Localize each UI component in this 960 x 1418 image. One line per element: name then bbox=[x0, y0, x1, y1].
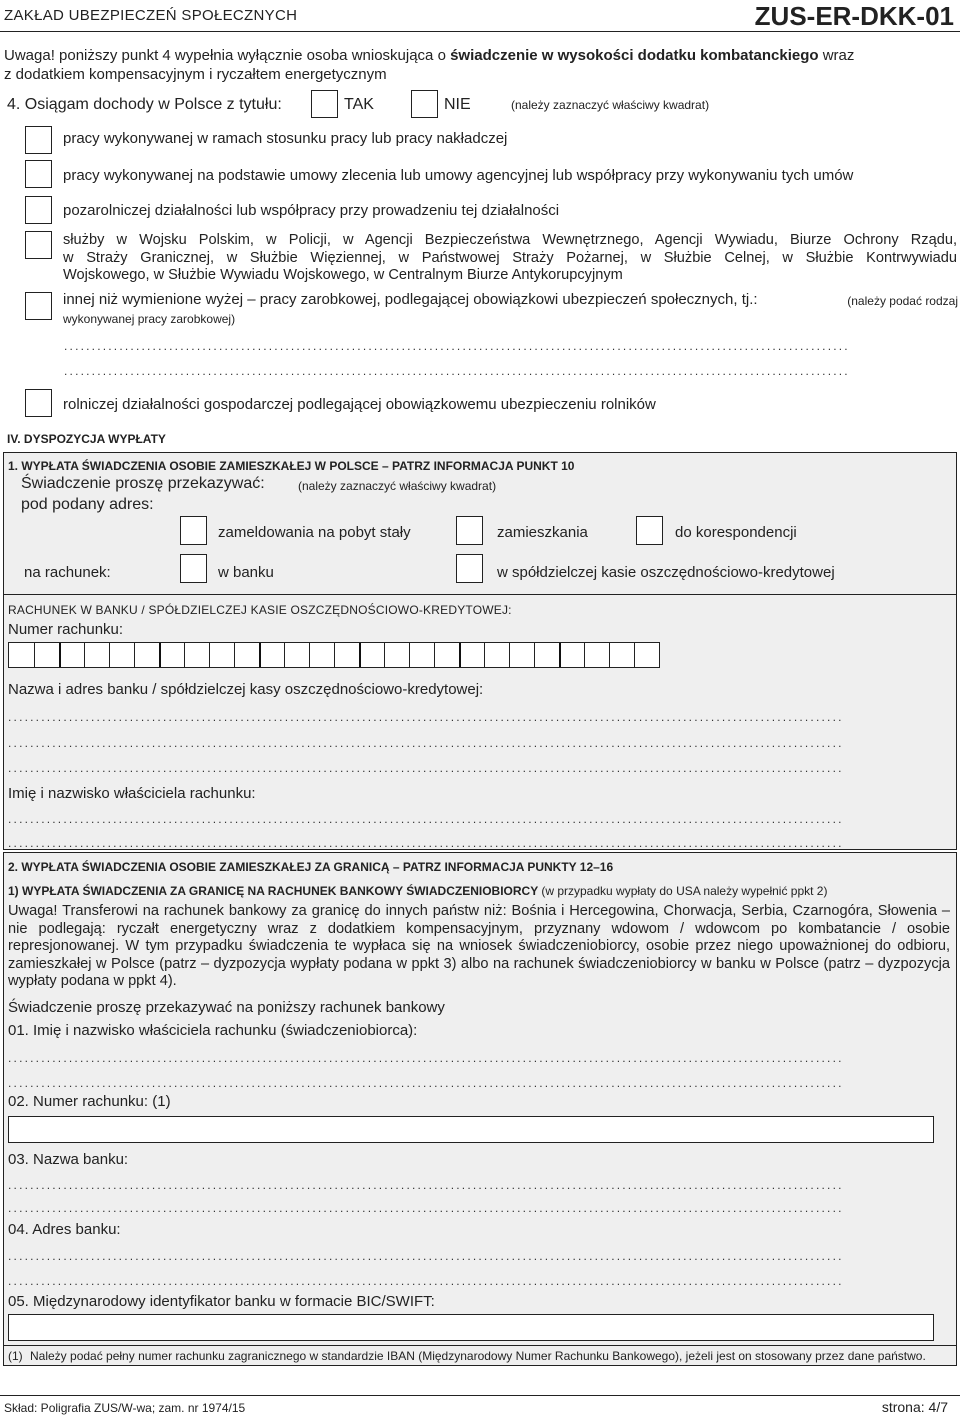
footnote-text: Należy podać pełny numer rachunku zagranicznego w standardzie IBAN (Międzynarodowy Numer Rachunku Bankowego), jeżeli jest on stosowany przez dane państwo. bbox=[30, 1349, 926, 1363]
field-01-line-1[interactable]: ....................................................................................................................................................... bbox=[8, 1053, 844, 1063]
other-input-line-1[interactable]: .............................................................................................................................................. bbox=[64, 341, 850, 351]
p1-request: Świadczenie proszę przekazywać: bbox=[21, 475, 265, 492]
field-03-line-2[interactable]: ....................................................................................................................................................... bbox=[8, 1203, 844, 1213]
p1-hint: (należy zaznaczyć właściwy kwadrat) bbox=[298, 479, 497, 493]
field-02-input[interactable] bbox=[8, 1116, 934, 1143]
addr-residence: zamieszkania bbox=[497, 524, 588, 541]
checkbox-residence-address[interactable] bbox=[456, 516, 483, 545]
p1-address-label: pod podany adres: bbox=[21, 496, 154, 513]
checkbox-other[interactable] bbox=[25, 292, 52, 320]
owner-label: Imię i nazwisko właściciela rachunku: bbox=[8, 785, 256, 802]
checkbox-contract[interactable] bbox=[25, 160, 52, 188]
footnote-divider bbox=[3, 1345, 957, 1346]
form-code: ZUS-ER-DKK-01 bbox=[754, 1, 954, 31]
checkbox-service[interactable] bbox=[25, 231, 52, 259]
bank-header: RACHUNEK W BANKU / SPÓŁDZIELCZEJ KASIE OSZCZĘDNOŚCIOWO-KREDYTOWEJ: bbox=[8, 603, 512, 617]
checkbox-credit-union[interactable] bbox=[456, 554, 483, 583]
addr-registered: zameldowania na pobyt stały bbox=[218, 524, 411, 541]
account-number-label: Numer rachunku: bbox=[8, 621, 124, 638]
bank-name-line-1[interactable]: ....................................................................................................................................................... bbox=[8, 712, 844, 722]
field-04-label: 04. Adres banku: bbox=[8, 1221, 121, 1238]
checkbox-registered-address[interactable] bbox=[180, 516, 207, 545]
owner-line-2[interactable]: ....................................................................................................................................................... bbox=[8, 838, 844, 848]
intro-line2: z dodatkiem kompensacyjnym i ryczałtem energetycznym bbox=[4, 66, 387, 83]
tak-label: TAK bbox=[344, 96, 374, 113]
addr-correspondence: do korespondencji bbox=[675, 524, 797, 541]
other-hint-2: wykonywanej pracy zarobkowej) bbox=[63, 312, 236, 326]
p1-account-label: na rachunek: bbox=[24, 564, 111, 581]
field-04-line-2[interactable]: ....................................................................................................................................................... bbox=[8, 1276, 844, 1286]
other-hint: (należy podać rodzaj bbox=[847, 294, 958, 308]
p2-request: Świadczenie proszę przekazywać na poniższy rachunek bankowy bbox=[8, 999, 445, 1016]
page-number: strona: 4/7 bbox=[881, 1399, 948, 1415]
account-number-grid[interactable] bbox=[8, 642, 660, 668]
option-other: innej niż wymienione wyżej – pracy zarobkowej, podlegającej obowiązkowi ubezpieczeń społecznych, tj.: bbox=[63, 291, 758, 308]
part1-title: 1. WYPŁATA ŚWIADCZENIA OSOBIE ZAMIESZKAŁEJ W POLSCE – PATRZ INFORMACJA PUNKT 10 bbox=[8, 459, 575, 473]
owner-line-1[interactable]: ....................................................................................................................................................... bbox=[8, 814, 844, 824]
option-business: pozarolniczej działalności lub współpracy przy prowadzeniu tej działalności bbox=[63, 202, 560, 219]
section-iv-title: IV. DYSPOZYCJA WYPŁATY bbox=[7, 432, 166, 446]
field-03-label: 03. Nazwa banku: bbox=[8, 1151, 129, 1168]
field-03-line-1[interactable]: ....................................................................................................................................................... bbox=[8, 1180, 844, 1190]
checkbox-employment[interactable] bbox=[25, 126, 52, 154]
option-farming: rolniczej działalności gospodarczej podlegającej obowiązkowemu ubezpieczeniu rolników bbox=[63, 396, 656, 413]
option-contract: pracy wykonywanej na podstawie umowy zlecenia lub umowy agencyjnej lub współpracy przy wykonywaniu tych umów bbox=[63, 167, 854, 184]
acct-credit-union: w spółdzielczej kasie oszczędnościowo-kredytowej bbox=[497, 564, 835, 581]
bank-name-line-3[interactable]: ....................................................................................................................................................... bbox=[8, 763, 844, 773]
field-01-line-2[interactable]: ....................................................................................................................................................... bbox=[8, 1078, 844, 1088]
p1-divider bbox=[3, 594, 957, 595]
p2-warning: Uwaga! Transferowi na rachunek bankowy za granicę do innych państw niż: Bośnia i Hercegowina, Chorwacja, Serbia, Czarnogóra, Słowenia – nie podlegają: ryczałt energetyczny wraz z dodatkiem kompensacyjnym, przyznany wdowom / wdowcom po kombatancie / osobie represjonowanej. W tym przypadku świadczenia te wypłaca się na wniosek świadczeniobiorcy, osobie przez niego upoważnionej do odbioru, zamieszkałej w Polsce (patrz – dyzpozycja wypłaty podana w ppkt 3) albo na rachunek świadczeniobiorcy w banku w Polsce (patrz – dyzpozycja wypłaty podana w ppkt 4). bbox=[8, 903, 950, 989]
checkbox-farming[interactable] bbox=[25, 389, 52, 417]
hint-select: (należy zaznaczyć właściwy kwadrat) bbox=[511, 98, 710, 112]
footer-divider bbox=[0, 1395, 960, 1396]
footnote-number: (1) bbox=[8, 1349, 23, 1363]
org-name: ZAKŁAD UBEZPIECZEŃ SPOŁECZNYCH bbox=[4, 7, 298, 24]
part2-title: 2. WYPŁATA ŚWIADCZENIA OSOBIE ZAMIESZKAŁEJ ZA GRANICĄ – PATRZ INFORMACJA PUNKTY 12–16 bbox=[8, 860, 614, 874]
acct-bank: w banku bbox=[218, 564, 274, 581]
footer-left: Skład: Poligrafia ZUS/W-wa; zam. nr 1974/15 bbox=[4, 1401, 246, 1415]
header-divider bbox=[0, 31, 960, 32]
field-02-label: 02. Numer rachunku: (1) bbox=[8, 1093, 171, 1110]
option-service: służby w Wojsku Polskim, w Policji, w Agencji Bezpieczeństwa Wewnętrznego, Agencji Wywiadu, Biurze Ochrony Rządu, w Straży Granicznej, w Służbie Więziennej, w Państwowej Straży Pożarnej, w Służbie Celnej, w Służbie Kontrwywiadu Wojskowego, w Służbie Wywiadu Wojskowego, w Centralnym Biurze Antykorupcyjnym bbox=[63, 232, 957, 283]
field-05-input[interactable] bbox=[8, 1314, 934, 1341]
field-04-line-1[interactable]: ....................................................................................................................................................... bbox=[8, 1251, 844, 1261]
bank-name-line-2[interactable]: ....................................................................................................................................................... bbox=[8, 738, 844, 748]
tak-checkbox[interactable] bbox=[311, 90, 338, 118]
nie-label: NIE bbox=[444, 96, 471, 113]
field-05-label: 05. Międzynarodowy identyfikator banku w formacie BIC/SWIFT: bbox=[8, 1293, 435, 1310]
nie-checkbox[interactable] bbox=[411, 90, 438, 118]
bank-name-label: Nazwa i adres banku / spółdzielczej kasy oszczędnościowo-kredytowej: bbox=[8, 681, 484, 698]
question-4: 4. Osiągam dochody w Polsce z tytułu: bbox=[7, 96, 282, 113]
other-input-line-2[interactable]: .............................................................................................................................................. bbox=[64, 366, 850, 376]
checkbox-bank[interactable] bbox=[180, 554, 207, 583]
option-employment: pracy wykonywanej w ramach stosunku pracy lub pracy nakładczej bbox=[63, 130, 508, 147]
part2-sub-title: 1) WYPŁATA ŚWIADCZENIA ZA GRANICĘ NA RACHUNEK BANKOWY ŚWIADCZENIOBIORCY (w przypadku wypłaty do USA należy wypełnić ppkt 2) bbox=[8, 884, 828, 898]
intro-line1: Uwaga! poniższy punkt 4 wypełnia wyłącznie osoba wnioskująca o świadczenie w wysokości dodatku kombatanckiego wraz bbox=[4, 47, 855, 64]
checkbox-correspondence-address[interactable] bbox=[636, 516, 663, 545]
checkbox-business[interactable] bbox=[25, 196, 52, 224]
field-01-label: 01. Imię i nazwisko właściciela rachunku (świadczeniobiorca): bbox=[8, 1022, 418, 1039]
